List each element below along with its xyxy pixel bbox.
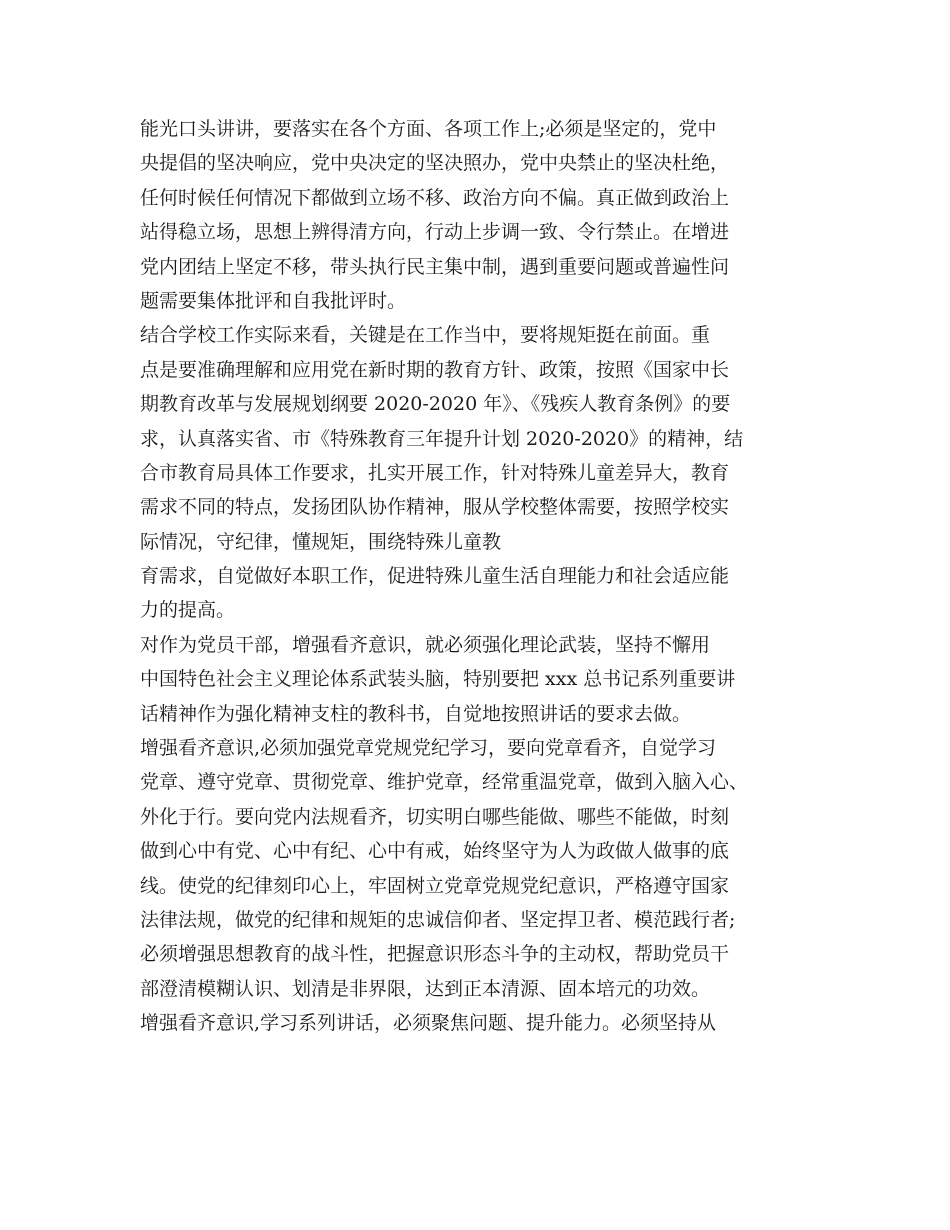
text-line: 外化于行。要向党内法规看齐，切实明白哪些能做、哪些不能做，时刻 (140, 805, 730, 828)
text-line: 点是要准确理解和应用党在新时期的教育方针、政策，按照《国家中长 (140, 358, 730, 381)
text-line: 话精神作为强化精神支柱的教科书，自觉地按照讲话的要求去做。 (140, 702, 692, 725)
text-line: 做到心中有党、心中有纪、心中有戒，始终坚守为人为政做人做事的底 (140, 840, 730, 863)
text-line: 对作为党员干部，增强看齐意识，就必须强化理论武装，坚持不懈用 (140, 633, 711, 656)
text-line: 结合学校工作实际来看，关键是在工作当中，要将规矩挺在前面。重 (140, 324, 711, 347)
text-line: 必须增强思想教育的战斗性，把握意识形态斗争的主动权，帮助党员干 (140, 943, 730, 966)
text-line: 题需要集体批评和自我批评时。 (140, 289, 407, 312)
text-line: 增强看齐意识,必须加强党章党规党纪学习，要向党章看齐，自觉学习 (140, 737, 717, 760)
text-line: 党章、遵守党章、贯彻党章、维护党章，经常重温党章，做到入脑入心、 (140, 771, 749, 794)
text-line: 线。使党的纪律刻印心上，牢固树立党章党规党纪意识，严格遵守国家 (140, 874, 730, 897)
text-line: 育需求，自觉做好本职工作，促进特殊儿童生活自理能力和社会适应能 (140, 565, 730, 588)
text-line: 能光口头讲讲，要落实在各个方面、各项工作上;必须是坚定的，党中 (140, 118, 717, 140)
text-line: 需求不同的特点，发扬团队协作精神，服从学校整体需要，按照学校实 (140, 496, 730, 519)
text-line: 法律法规，做党的纪律和规矩的忠诚信仰者、坚定捍卫者、模范践行者; (140, 908, 736, 931)
text-line: 际情况，守纪律，懂规矩，围绕特殊儿童教 (140, 530, 502, 553)
text-line: 中国特色社会主义理论体系武装头脑，特别要把 xxx 总书记系列重要讲 (140, 668, 736, 691)
text-line: 央提倡的坚决响应，党中央决定的坚决照办，党中央禁止的坚决杜绝， (140, 152, 730, 175)
text-line: 增强看齐意识,学习系列讲话，必须聚焦问题、提升能力。必须坚持从 (140, 1012, 717, 1035)
text-line: 力的提高。 (140, 599, 236, 622)
text-line: 部澄清模糊认识、划清是非界限，达到正本清源、固本培元的功效。 (140, 977, 711, 1000)
text-line: 任何时候任何情况下都做到立场不移、政治方向不偏。真正做到政治上 (140, 186, 730, 209)
text-line: 期教育改革与发展规划纲要 2020-2020 年》、《残疾人教育条例》的要 (140, 393, 731, 416)
text-line: 求，认真落实省、市《特殊教育三年提升计划 2020-2020》的精神，结 (140, 427, 744, 450)
document-body (140, 112, 830, 1041)
text-line: 合市教育局具体工作要求，扎实开展工作，针对特殊儿童差异大，教育 (140, 461, 730, 484)
text-line: 党内团结上坚定不移，带头执行民主集中制，遇到重要问题或普遍性问 (140, 255, 730, 278)
text-line: 站得稳立场，思想上辨得清方向，行动上步调一致、令行禁止。在增进 (140, 221, 730, 244)
